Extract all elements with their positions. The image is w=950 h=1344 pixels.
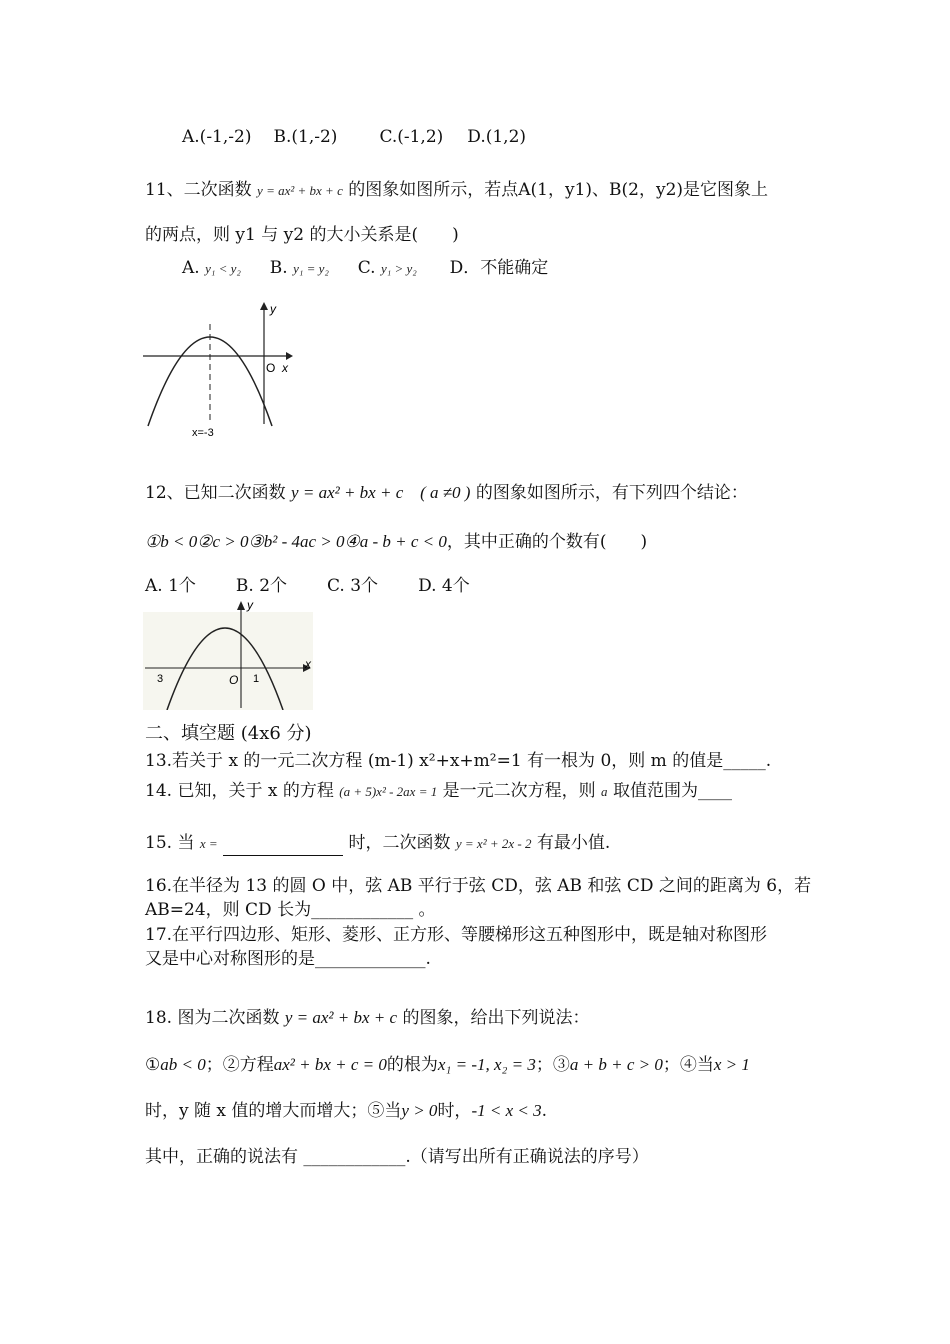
q12-conclusions [145, 530, 647, 554]
section-title: 二、填空题 (4x6 分) [145, 723, 312, 744]
q16-stem-line2: AB=24，则 CD 长为____________ 。 [145, 900, 436, 920]
q11-option-b-expr: y₁ = y₂ [293, 261, 329, 276]
q18-statement-4-expr: x > 1 [713, 1055, 750, 1074]
q18-stem-line1 [145, 1006, 589, 1030]
q11-x-axis-arrow [286, 352, 293, 360]
q15-suffix: 有最小值. [536, 833, 611, 853]
q12-origin-label: O [229, 673, 239, 687]
q12-y-label: y [247, 598, 253, 612]
q15-variable: x = [199, 836, 218, 851]
q12-y-axis-arrow [237, 601, 245, 610]
q18-statement-5-prefix: 时，y 随 x 值的增大而增大；⑤当 [145, 1101, 402, 1121]
q18-stem-line2 [145, 1053, 750, 1077]
q12-option-c: C. 3个 [327, 576, 379, 596]
q18-statement-5-condition: y > 0 [401, 1101, 438, 1120]
q17-stem-line1: 17.在平行四边形、矩形、菱形、正方形、等腰梯形这五种图形中，既是轴对称图形 [145, 925, 768, 945]
q12-conclusion-2: ②c > 0 [197, 532, 249, 551]
q18-suffix: 的图象，给出下列说法： [402, 1008, 590, 1028]
q14-mid: 是一元二次方程，则 [442, 781, 596, 801]
q12-condition: ( a ≠0 ) [420, 483, 471, 502]
q15-stem [145, 831, 610, 856]
q18-statement-3-expr: a + b + c > 0 [569, 1055, 663, 1074]
q18-statement-2-expr: ax² + bx + c = 0 [273, 1055, 387, 1074]
q11-option-c-label: C. [357, 258, 376, 278]
q12-option-b: B. 2个 [235, 576, 288, 596]
q11-option-a-expr: y₁ < y₂ [205, 261, 241, 276]
q14-stem [145, 779, 732, 804]
q18-stem-line3 [145, 1099, 547, 1123]
q12-option-d: D. 4个 [418, 576, 470, 596]
q12-conclusion-3: ③b² - 4ac > 0 [248, 532, 345, 551]
q11-symmetry-label: x=-3 [192, 427, 214, 439]
q11-options [182, 256, 548, 281]
q12-tail: ，其中正确的个数有( ) [446, 532, 648, 552]
q11-parabola-curve [148, 337, 272, 426]
q11-stem-line1 [145, 178, 768, 203]
q15-prefix: 15. 当 [145, 833, 195, 853]
q18-statement-1-marker: ① [145, 1055, 161, 1075]
q12-right-tick-label: 1 [253, 673, 260, 685]
q18-prefix: 18. 图为二次函数 [145, 1008, 280, 1028]
q18-statement-4-marker: ；④当 [662, 1055, 714, 1075]
q13-stem: 13.若关于 x 的一元二次方程 (m-1) x²+x+m²=1 有一根为 0，则 m 的值是_____. [145, 751, 772, 771]
q11-option-c-expr: y₁ > y₂ [380, 261, 417, 276]
q14-variable: a [601, 784, 608, 799]
q10-options [182, 125, 526, 149]
q10-option-a: A.(-1,-2) [182, 127, 252, 147]
q11-suffix: 的图象如图所示，若点A(1，y1)、B(2，y2)是它图象上 [348, 180, 769, 200]
q18-statement-2-marker: ；②方程 [205, 1055, 274, 1075]
q14-formula: (a + 5)x² - 2ax = 1 [339, 784, 438, 799]
q12-parabola-graph [143, 598, 315, 710]
q17-stem-line2: 又是中心对称图形的是_____________. [145, 949, 431, 969]
q12-option-a: A. 1个 [145, 576, 196, 596]
q11-y-label: y [270, 302, 276, 316]
q18-statement-1-expr: ab < 0 [160, 1055, 206, 1074]
q14-prefix: 14. 已知，关于 x 的方程 [145, 781, 334, 801]
q11-option-d: D．不能确定 [449, 258, 549, 278]
q12-prefix: 12、已知二次函数 [145, 483, 286, 503]
q11-formula: y = ax² + bx + c [257, 183, 343, 198]
q12-conclusion-1: ①b < 0 [145, 532, 198, 551]
q16-stem-line1: 16.在半径为 13 的圆 O 中，弦 AB 平行于弦 CD，弦 AB 和弦 CD 之间的距离为 6，若 [145, 876, 812, 896]
q11-option-b-label: B. [269, 258, 288, 278]
q10-option-b: B.(1,-2) [273, 127, 338, 147]
q11-origin-label: O [266, 361, 276, 375]
q12-formula: y = ax² + bx + c [291, 483, 404, 502]
q12-graph-background [143, 612, 313, 710]
q18-formula: y = ax² + bx + c [284, 1008, 398, 1027]
q11-prefix: 11、二次函数 [145, 180, 252, 200]
q11-x-label: x [282, 361, 288, 375]
q11-y-axis-arrow [260, 302, 268, 310]
q14-suffix: 取值范围为____ [612, 781, 732, 801]
q18-statement-2-mid: 的根为 [386, 1055, 438, 1075]
q10-option-c: C.(-1,2) [379, 127, 444, 147]
q12-left-tick-label: 3 [157, 673, 164, 685]
q12-x-label: x [305, 657, 311, 671]
q15-mid: 时，二次函数 [348, 833, 451, 853]
q11-stem-line2: 的两点，则 y1 与 y2 的大小关系是( ) [145, 225, 459, 245]
q18-statement-2-roots: x₁ = -1, x₂ = 3 [437, 1055, 536, 1074]
q12-options [145, 574, 470, 598]
q11-parabola-graph [140, 298, 300, 440]
q10-option-d: D.(1,2) [467, 127, 527, 147]
q18-statement-5-mid: 时， [437, 1101, 472, 1121]
q12-suffix: 的图象如图所示，有下列四个结论： [475, 483, 748, 503]
q12-conclusion-4: ④a - b + c < 0 [344, 532, 447, 551]
q15-formula: y = x² + 2x - 2 [455, 836, 532, 851]
q18-statement-3-marker: ；③ [535, 1055, 570, 1075]
q18-statement-5-end: . [541, 1101, 547, 1121]
q12-stem-line1 [145, 481, 748, 505]
q11-option-a-label: A. [182, 258, 200, 278]
q18-statement-5-range: -1 < x < 3 [471, 1101, 542, 1120]
q18-stem-line4: 其中，正确的说法有 ____________.（请写出所有正确说法的序号） [145, 1147, 649, 1167]
q15-answer-blank[interactable] [223, 837, 343, 856]
